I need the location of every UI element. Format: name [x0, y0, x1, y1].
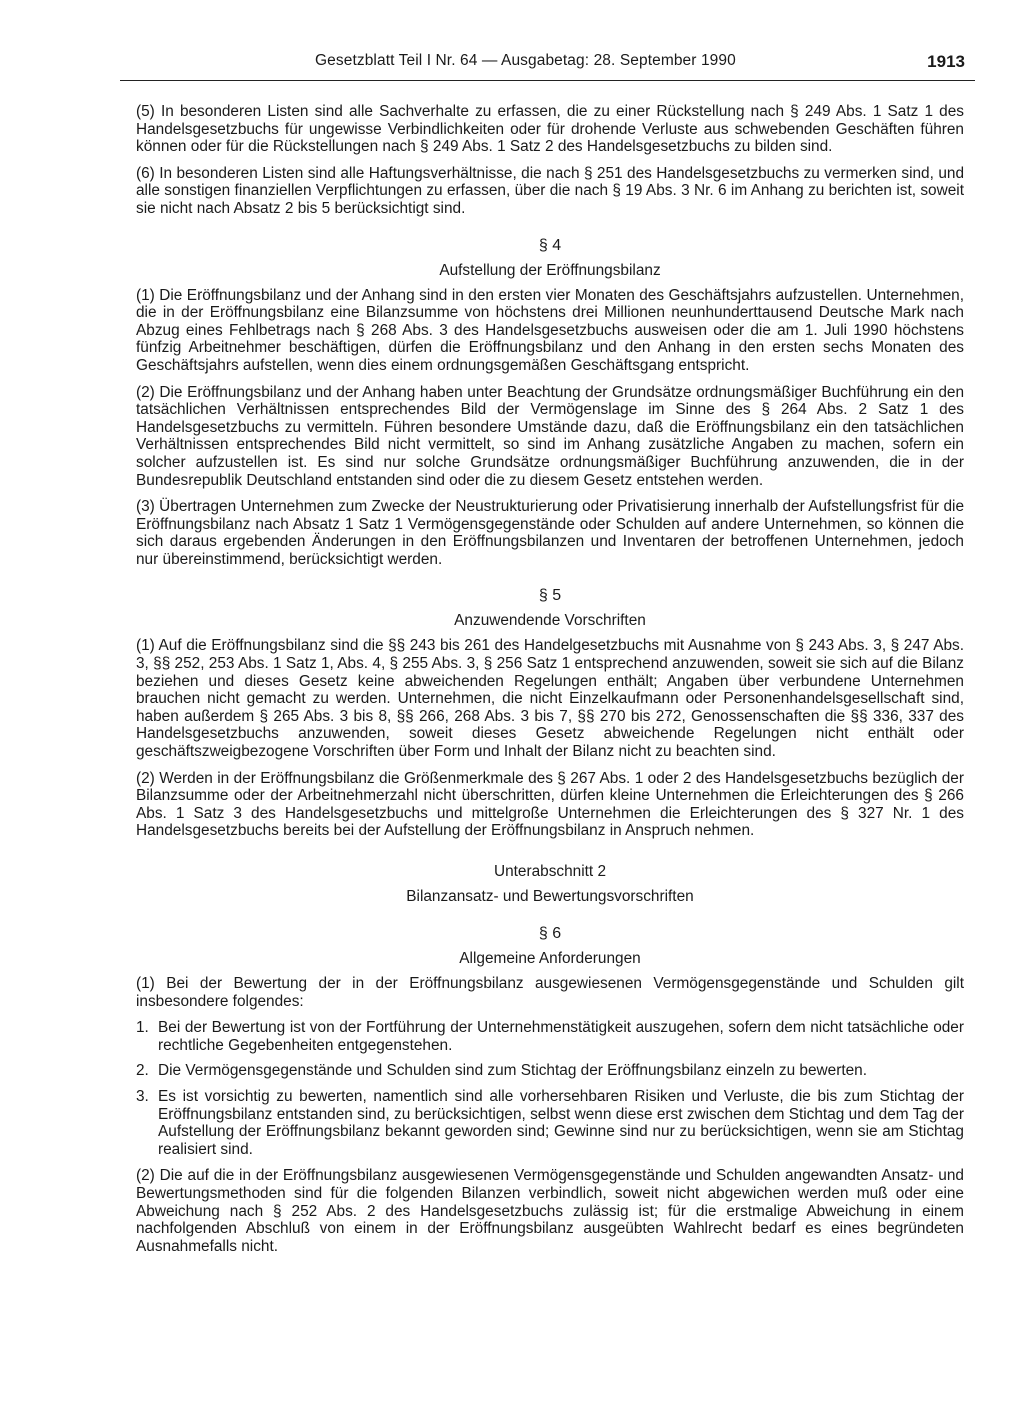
numbered-list — [136, 1019, 964, 1158]
list-item — [136, 1019, 964, 1054]
subsection-label: Unterabschnitt 2 — [493, 863, 607, 880]
paragraph: (3) Übertragen Unternehmen zum Zwecke der Neustrukturierung oder Privatisierung innerhalb der Aufstellungsfrist für die Eröffnungsbilanz nach Absatz 1 Satz 1 Vermögensgegenstände oder Schulden auf andere Unternehmen, so können die sich daraus ergebenden Änderungen in den Eröffnungsbilanzen und Inventaren der betroffenen Unternehmen, jedoch nur übereinstimmend, berücksichtigt werden. — [136, 498, 964, 568]
paragraph: (2) Die Eröffnungsbilanz und der Anhang haben unter Beachtung der Grundsätze ordnungsmäßiger Buchführung ein den tatsächlichen Verhältnissen entsprechendes Bild der Vermögenslage im Sinne des § 264 Abs. 2 Satz 1 des Handelsgesetzbuchs zu vermitteln. Führen besondere Umstände dazu, daß die Eröffnungsbilanz ein den tatsächlichen Verhältnissen entsprechendes Bild nicht vermittelt, so sind im Anhang zusätzliche Angaben zu machen, sofern ein solcher aufzustellen ist. Es sind nur solche Grundsätze ordnungsmäßiger Buchführung anzuwenden, die in der Bundesrepublik Deutschland entstanden sind oder die zu diesem Gesetz entstehen werden. — [136, 383, 964, 489]
paragraph: (2) Die auf die in der Eröffnungsbilanz ausgewiesenen Vermögensgegenstände und Schulden angewandten Ansatz- und Bewertungsmethoden sind für die folgenden Bilanzen verbindlich, soweit nicht abgewichen werden muß oder eine Abweichung nach § 252 Abs. 2 des Handelsgesetzbuchs zulässig ist; für die erstmalige Abweichung in einem nachfolgenden Abschluß von einem in der Eröffnungsbilanz ausgeübten Wahlrecht bedarf es eines begründeten Ausnahmefalls nicht. — [136, 1167, 964, 1255]
header-title: Gesetzblatt Teil I Nr. 64 — Ausgabetag: 28. September 1990 — [315, 52, 736, 69]
list-item-text: Es ist vorsichtig zu bewerten, namentlich sind alle vorhersehbaren Risiken und Verluste, die bis zum Stichtag der Eröffnungsbilanz entstanden sind, zu berücksichtigen, selbst wenn diese erst zwischen dem Stichtag und dem Tag der Aufstellung der Eröffnungsbilanz bekannt geworden sind; Gewinne sind nur zu berücksichtigen, wenn sie am Stichtag realisiert sind. — [158, 1087, 964, 1158]
section-number: § 4 — [538, 236, 562, 254]
section-number: § 5 — [538, 587, 562, 605]
list-item — [136, 1062, 964, 1080]
document-body — [136, 103, 964, 1264]
section-title: Anzuwendende Vorschriften — [454, 612, 646, 630]
list-item-text: Bei der Bewertung ist von der Fortführung der Unternehmenstätigkeit auszugehen, sofern dem nicht tatsächliche oder rechtliche Gegebenheiten entgegenstehen. — [158, 1019, 964, 1054]
section-title: Allgemeine Anforderungen — [459, 950, 641, 967]
page-header — [120, 50, 975, 81]
section-number: § 6 — [538, 925, 562, 942]
section-title: Aufstellung der Eröffnungsbilanz — [439, 261, 661, 279]
subsection-title: Bilanzansatz- und Bewertungsvorschriften — [406, 888, 694, 905]
paragraph: (1) Die Eröffnungsbilanz und der Anhang sind in den ersten vier Monaten des Geschäftsjahrs aufzustellen. Unternehmen, die in der Eröffnungsbilanz eine Bilanzsumme von höchstens drei Millionen neunhunderttausend Deutsche Mark nach Abzug eines Fehlbetrags nach § 268 Abs. 3 des Handelsgesetzbuchs ausweisen oder die am 1. Juli 1990 höchstens fünfzig Arbeitnehmer beschäftigen, dürfen die Eröffnungsbilanz und den Anhang in den ersten sechs Monaten des Geschäftsjahrs aufstellen, wenn dies einem ordnungsgemäßen Geschäftsgang entspricht. — [136, 286, 964, 374]
paragraph: (6) In besonderen Listen sind alle Haftungsverhältnisse, die nach § 251 des Handelsgesetzbuchs zu vermerken sind, und alle sonstigen finanziellen Verpflichtungen zu erfassen, über die nach § 19 Abs. 3 Nr. 6 im Anhang zu berichten ist, soweit sie nicht nach Absatz 2 bis 5 berücksichtigt sind. — [136, 164, 964, 217]
list-item-number: 3. — [136, 1087, 149, 1105]
list-item-number: 1. — [136, 1019, 149, 1037]
page-number: 1913 — [927, 52, 965, 71]
list-item — [136, 1088, 964, 1158]
paragraph: (2) Werden in der Eröffnungsbilanz die Größenmerkmale des § 267 Abs. 1 oder 2 des Handelsgesetzbuchs bezüglich der Bilanzsumme oder der Arbeitnehmerzahl nicht überschritten, dürfen kleine Unternehmen die Erleichterungen des § 266 Abs. 1 Satz 3 des Handelsgesetzbuchs und mittelgroße Unternehmen die Erleichterungen des § 327 Nr. 1 des Handelsgesetzbuchs bereits bei der Aufstellung der Eröffnungsbilanz in Anspruch nehmen. — [136, 769, 964, 840]
list-item-text: Die Vermögensgegenstände und Schulden sind zum Stichtag der Eröffnungsbilanz einzeln zu bewerten. — [158, 1062, 867, 1080]
paragraph: (5) In besonderen Listen sind alle Sachverhalte zu erfassen, die zu einer Rückstellung nach § 249 Abs. 1 Satz 1 des Handelsgesetzbuchs für ungewisse Verbindlichkeiten oder für drohende Verluste aus schwebenden Geschäften führen können oder für die Rückstellungen nach § 249 Abs. 1 Satz 2 des Handelsgesetzbuchs zu bilden sind. — [136, 103, 964, 156]
paragraph: (1) Auf die Eröffnungsbilanz sind die §§ 243 bis 261 des Handelgesetzbuchs mit Ausnahme von § 243 Abs. 3, § 247 Abs. 3, §§ 252, 253 Abs. 1 Satz 1, Abs. 4, § 255 Abs. 3, § 256 Satz 1 entsprechend anzuwenden, soweit sie sich auf die Bilanz beziehen und dieses Gesetz keine abweichenden Regelungen enthält; Angaben über verbundene Unternehmen brauchen nicht gemacht zu werden. Unternehmen, die nicht Einzelkaufmann oder Personenhandelsgesellschaft sind, haben außerdem § 265 Abs. 3 bis 8, §§ 266, 268 Abs. 3 bis 7, §§ 270 bis 272, Genossenschaften die §§ 336, 337 des Handelsgesetzbuchs anzuwenden, soweit dieses Gesetz abweichende Regelungen nicht enthält oder geschäftszweigbezogene Vorschriften über Form und Inhalt der Bilanz nicht zu beachten sind. — [136, 637, 964, 761]
list-item-number: 2. — [136, 1062, 149, 1080]
paragraph: (1) Bei der Bewertung der in der Eröffnungsbilanz ausgewiesenen Vermögensgegenstände und Schulden gilt insbesondere folgendes: — [136, 975, 964, 1010]
